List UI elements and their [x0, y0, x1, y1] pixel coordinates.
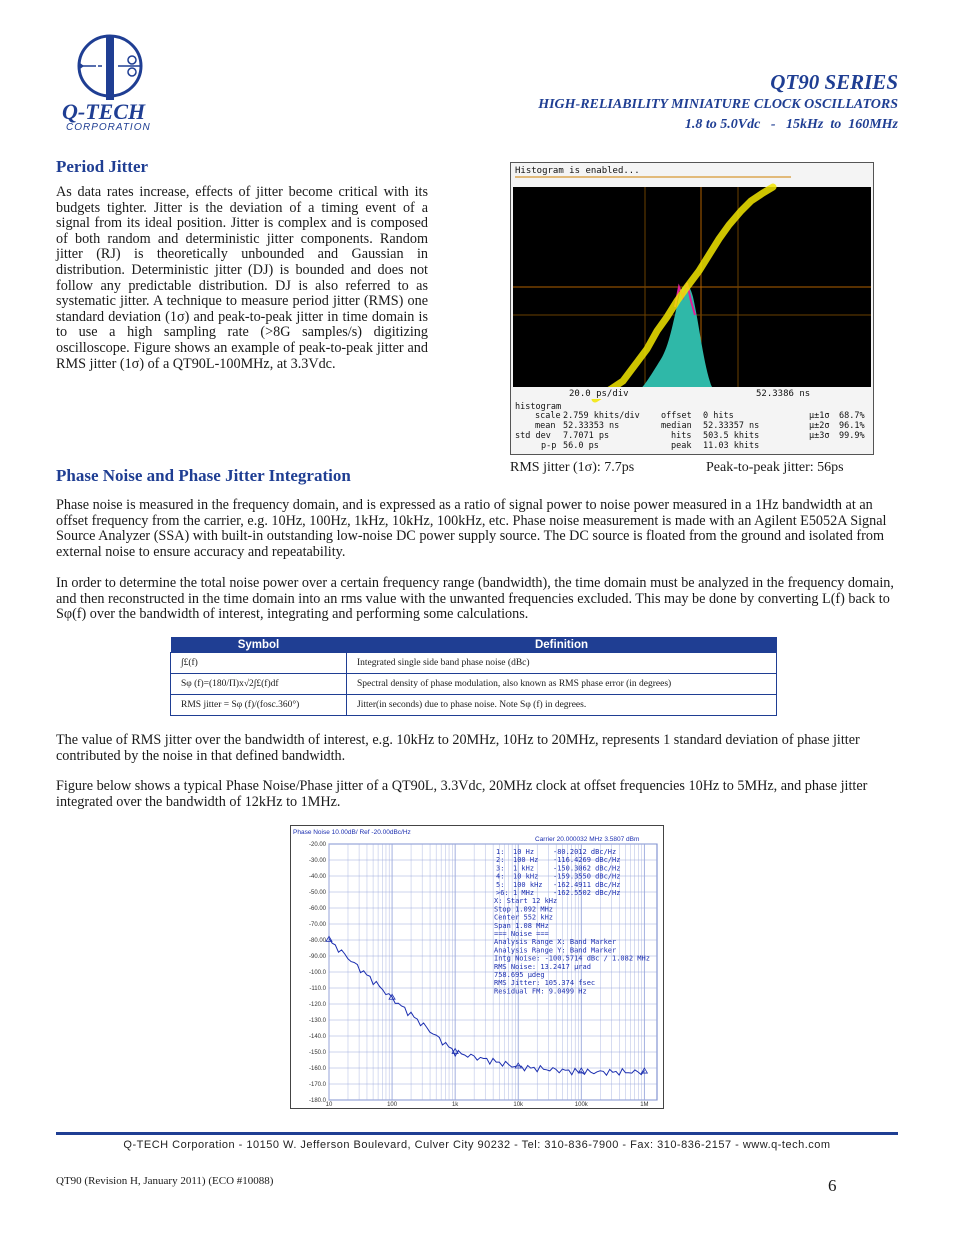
footer-revision: QT90 (Revision H, January 2011) (ECO #10088) — [56, 1175, 274, 1187]
series-subtitle: HIGH-RELIABILITY MINIATURE CLOCK OSCILLATORS — [538, 97, 898, 112]
svg-text:56.0 ps: 56.0 ps — [563, 441, 599, 451]
svg-text:p-p: p-p — [541, 441, 557, 451]
pn-info-line: Analysis Range X: Band Marker — [494, 938, 617, 947]
svg-text:2.759 khits/div: 2.759 khits/div — [563, 411, 640, 421]
phase-noise-plot — [290, 825, 664, 1109]
period-jitter-text: As data rates increase, effects of jitter become critical with its budgets tighter. Jitter is the deviation of a timing event of a signal from its ideal position. Jitter is complex and is composed of both random and deterministic jitter components. Random jitter (RJ) is theoretically unbounded and Gaussian in distribution. Deterministic jitter (DJ) is bounded and does not follow any predictable distribution. DJ is also referred to as systematic jitter. A technique to measure period jitter (RMS) one standard deviation (1σ) and peak-to-peak jitter in time domain is to use a high sampling rate (>8G samples/s) digitizing oscilloscope. Figure shows an example of peak-to-peak jitter and RMS jitter (1σ) of a QT90L-100MHz, at 3.3Vdc. — [56, 184, 428, 372]
pn-y-tick: -70.00 — [308, 922, 326, 928]
pn-x-tick: 100k — [574, 1102, 588, 1108]
svg-text:7.7071 ps: 7.7071 ps — [563, 431, 610, 441]
pn-x-tick: 1M — [640, 1102, 649, 1108]
pn-y-tick: -160.0 — [308, 1066, 326, 1072]
series-range: 1.8 to 5.0Vdc - 15kHz to 160MHz — [684, 117, 898, 132]
pn-marker-readout: 10 Hz — [513, 848, 535, 856]
pn-info-line: Center 552 kHz — [494, 913, 554, 922]
pn-marker-readout: -162.5502 dBc/Hz — [553, 889, 621, 897]
table-header-symbol: Symbol — [171, 637, 347, 653]
pn-marker-readout: 10 kHz — [513, 872, 539, 881]
svg-text:68.7%: 68.7% — [839, 411, 865, 421]
pn-y-tick: -80.00 — [308, 938, 326, 944]
pn-marker-readout: 4: — [496, 872, 505, 881]
svg-text:std dev: std dev — [515, 431, 551, 441]
svg-text:hits: hits — [671, 431, 692, 441]
pn-y-tick: -90.00 — [308, 954, 326, 960]
table-header-definition: Definition — [347, 637, 777, 653]
logo-subtext: CORPORATION — [66, 122, 151, 133]
pn-info-line: 758.695 μdeg — [494, 971, 545, 979]
pn-info-line: Residual FM: 9.0499 Hz — [494, 987, 587, 996]
pn-info-line: X: Start 12 kHz — [494, 897, 558, 906]
pn-x-tick: 10 — [325, 1102, 333, 1108]
phase-noise-text-1: Phase noise is measured in the frequency domain, and is expressed as a ratio of signal power to noise power measured in a 1Hz bandwidth at an offset frequency from the carrier, e.g. 10Hz, 100Hz, 1kHz, 10kHz, 100kHz, etc. Phase noise measurement is made with an Agilent E5052A Signal Source Analyzer (SSA) with built-in outstanding low-noise DC power supply source. The DC source is floated from the ground and isolated from external noise to ensure accuracy and repeatability. — [56, 497, 887, 560]
pn-marker-readout: -159.3550 dBc/Hz — [553, 872, 621, 881]
pn-info-line: Intg Noise: -100.5714 dBc / 1.082 MHz — [494, 954, 650, 963]
pn-y-tick: -100.0 — [308, 970, 326, 976]
scope-top-label: Histogram is enabled... — [515, 166, 640, 176]
series-title: QT90 SERIES — [770, 70, 898, 94]
svg-text:96.1%: 96.1% — [839, 421, 865, 431]
rms-jitter-text: The value of RMS jitter over the bandwidth of interest, e.g. 10kHz to 20MHz, 10Hz to 20MHz, represents 1 standard deviation of phase jitter contributed by the noise in that defined bandwidth. — [56, 732, 860, 764]
svg-text:μ±3σ: μ±3σ — [809, 431, 830, 441]
pn-marker-readout: -80.2012 dBc/Hz — [553, 848, 617, 856]
table-row: RMS jitter = Sφ (f)/(fosc.360°) Jitter(in seconds) due to phase noise. Note Sφ (f) in degrees. — [171, 695, 777, 716]
pn-marker-readout: 2: — [496, 856, 505, 865]
pn-y-tick: -180.0 — [308, 1098, 326, 1104]
footer-address: Q-TECH Corporation - 10150 W. Jefferson Boulevard, Culver City 90232 - Tel: 310-836-7900 - Fax: 310-836-2157 - www.q-tech.com — [123, 1139, 831, 1151]
pn-marker-readout: -150.3062 dBc/Hz — [553, 864, 621, 873]
svg-text:μ±1σ: μ±1σ — [809, 411, 830, 421]
pn-y-tick: -30.00 — [308, 858, 326, 864]
pn-x-tick: 10k — [513, 1102, 524, 1108]
scope-timebase: 20.0 ps/div — [569, 389, 629, 399]
pn-info-line: RMS Jitter: 105.374 fsec — [494, 979, 596, 988]
pn-y-tick: -140.0 — [308, 1034, 326, 1040]
svg-text:median: median — [661, 421, 692, 431]
phase-noise-text-2: In order to determine the total noise power over a certain frequency range (bandwidth), the time domain must be analyzed in the frequency domain, and then reconstructed in the time domain into an rms value with the unwanted frequencies excluded. This may be done by converting L(f) back to Sφ(f) over the bandwidth of interest, integrating and performing some calculations. — [56, 575, 894, 623]
pn-marker-readout: -162.4911 dBc/Hz — [553, 880, 621, 889]
pn-y-tick: -120.0 — [308, 1002, 326, 1008]
pn-info-line: Span 1.08 MHz — [494, 921, 549, 930]
pn-marker-readout: 1 kHz — [513, 864, 535, 873]
pn-title: Phase Noise 10.00dB/ Ref -20.00dBc/Hz — [293, 829, 411, 836]
pn-marker-readout: 1 MHz — [513, 889, 535, 897]
svg-text:52.33357 ns: 52.33357 ns — [703, 421, 760, 431]
pn-y-tick: -40.00 — [308, 874, 326, 880]
pn-x-tick: 1k — [451, 1102, 459, 1108]
pn-info-line: === Noise === — [494, 930, 549, 938]
svg-text:0 hits: 0 hits — [703, 411, 734, 421]
pn-marker-readout: -116.4269 dBc/Hz — [553, 856, 621, 865]
caption-peak-jitter: Peak-to-peak jitter: 56ps — [706, 460, 844, 475]
svg-text:μ±2σ: μ±2σ — [809, 421, 830, 431]
symbol-definition-table — [170, 637, 777, 716]
pn-marker-readout: 100 Hz — [513, 856, 539, 865]
pn-y-tick: -50.00 — [308, 890, 326, 896]
svg-text:peak: peak — [671, 441, 692, 451]
svg-text:11.03 khits: 11.03 khits — [703, 441, 760, 451]
svg-text:99.9%: 99.9% — [839, 431, 865, 441]
svg-text:offset: offset — [661, 411, 692, 421]
footer-rule — [56, 1132, 898, 1135]
scope-position: 52.3386 ns — [756, 389, 811, 399]
pn-y-tick: -150.0 — [308, 1050, 326, 1056]
scope-stats-title: histogram — [515, 402, 562, 412]
pn-y-tick: -110.0 — [309, 986, 326, 992]
scope-stats — [515, 411, 865, 451]
oscilloscope-histogram-figure — [510, 162, 874, 455]
pn-x-tick: 100 — [387, 1102, 398, 1108]
svg-text:503.5 khits: 503.5 khits — [703, 431, 760, 441]
svg-text:scale: scale — [535, 411, 561, 421]
section-heading-phase-noise: Phase Noise and Phase Jitter Integration — [56, 466, 351, 485]
pn-y-tick: -60.00 — [308, 906, 326, 912]
svg-text:mean: mean — [535, 421, 556, 431]
pn-marker-readout: 100 kHz — [513, 880, 543, 889]
svg-text:52.33353 ns: 52.33353 ns — [563, 421, 620, 431]
logo-wordmark: Q-TECH — [62, 99, 146, 124]
pn-y-tick: -130.0 — [308, 1018, 326, 1024]
pn-marker-readout: 1: — [496, 848, 505, 856]
pn-info-line: RMS Noise: 13.2417 μrad — [494, 962, 591, 971]
pn-y-tick: -20.00 — [308, 842, 326, 848]
pn-info-line: Stop 1.092 MHz — [494, 905, 554, 914]
caption-rms-jitter: RMS jitter (1σ): 7.7ps — [510, 460, 635, 475]
pn-marker-readout: 5: — [496, 880, 505, 889]
pn-y-tick: -170.0 — [308, 1082, 326, 1088]
pn-carrier: Carrier 20.000032 MHz 3.5807 dBm — [535, 836, 640, 843]
figure-description-text: Figure below shows a typical Phase Noise/Phase jitter of a QT90L, 3.3Vdc, 20MHz clock at offset frequencies 10Hz to 5MHz, and phase jitter integrated over the bandwidth of 12kHz to 1MHz. — [56, 778, 868, 810]
pn-info-line: Analysis Range Y: Band Marker — [494, 946, 617, 955]
page-number: 6 — [828, 1176, 837, 1195]
table-row: ∫£(f) Integrated single side band phase noise (dBc) — [171, 653, 777, 674]
pn-marker-readout: 3: — [496, 864, 505, 873]
section-heading-period-jitter: Period Jitter — [56, 157, 149, 176]
pn-marker-readout: >6: — [496, 889, 509, 897]
table-row: Sφ (f)=(180/Π)x√2∫£(f)df Spectral density of phase modulation, also known as RMS phase error (in degrees) — [171, 674, 777, 695]
